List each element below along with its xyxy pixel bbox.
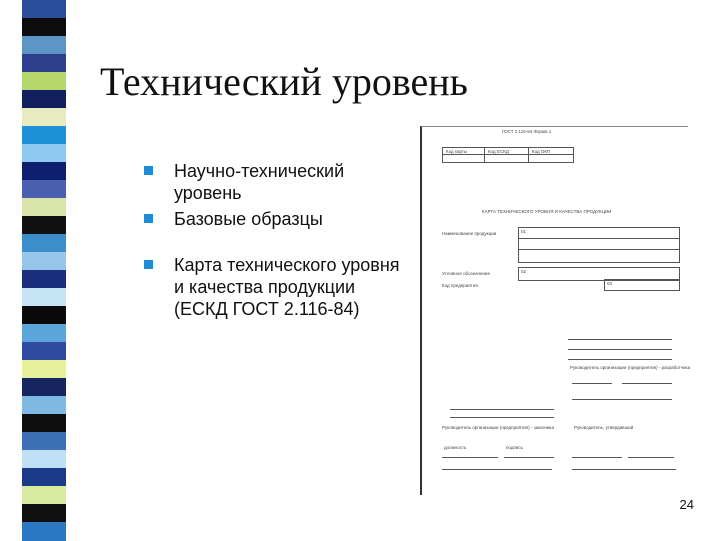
form-field-label: Наименование продукции <box>442 231 497 236</box>
form-box-number: 01 <box>521 229 527 234</box>
decorative-stripe <box>22 288 66 307</box>
decorative-stripe <box>22 108 66 127</box>
square-bullet-icon <box>144 260 153 269</box>
form-box-number: 02 <box>521 269 527 274</box>
form-card-title: КАРТА ТЕХНИЧЕСКОГО УРОВНЯ И КАЧЕСТВА ПРОДУКЦИИ <box>482 209 612 214</box>
form-header-text: ГОСТ 2.116-84 Форма 1 <box>502 129 552 134</box>
form-field-box <box>604 279 680 291</box>
bullet-item <box>140 160 405 204</box>
decorative-stripe-bar <box>22 0 66 540</box>
decorative-stripe <box>22 234 66 253</box>
form-field-label: Код предприятия <box>442 283 478 288</box>
decorative-stripe <box>22 450 66 469</box>
decorative-stripe <box>22 144 66 163</box>
decorative-stripe <box>22 198 66 217</box>
decorative-stripe <box>22 324 66 343</box>
decorative-stripe <box>22 252 66 271</box>
decorative-stripe <box>22 468 66 487</box>
form-col-label: Код карты <box>446 149 468 154</box>
decorative-stripe <box>22 378 66 397</box>
decorative-stripe <box>22 360 66 379</box>
decorative-stripe <box>22 126 66 145</box>
decorative-stripe <box>22 270 66 289</box>
decorative-stripe <box>22 522 66 541</box>
decorative-stripe <box>22 90 66 109</box>
decorative-stripe <box>22 54 66 73</box>
form-field-box <box>518 227 680 263</box>
decorative-stripe <box>22 180 66 199</box>
decorative-stripe <box>22 216 66 235</box>
decorative-stripe <box>22 36 66 55</box>
form-sign-block: Руководитель организации (предприятия) - заказчика <box>442 425 555 430</box>
form-col-label: Код ЕСКД <box>488 149 509 154</box>
slide-title: Технический уровень <box>100 59 468 104</box>
decorative-stripe <box>22 504 66 523</box>
bullet-text: Карта технического уровня и качества продукции (ЕСКД ГОСТ 2.116-84) <box>174 255 400 319</box>
bullet-text: Научно-технический уровень <box>174 161 345 203</box>
form-document-image <box>420 126 691 495</box>
decorative-stripe <box>22 18 66 37</box>
page-number: 24 <box>679 497 694 512</box>
decorative-stripe <box>22 432 66 451</box>
decorative-stripe <box>22 0 66 19</box>
bullet-text: Базовые образцы <box>174 209 323 229</box>
bullet-list <box>140 160 405 320</box>
form-sign-block: Руководитель организации (предприятия) - разработчика <box>570 365 691 370</box>
form-sign-block: Руководитель, утвердивший <box>574 425 634 430</box>
square-bullet-icon <box>144 214 153 223</box>
form-box-number: 03 <box>607 281 613 286</box>
form-col-label: Код ОКП <box>532 149 551 154</box>
decorative-stripe <box>22 486 66 505</box>
bullet-item <box>140 208 405 230</box>
decorative-stripe <box>22 342 66 361</box>
form-field-label: Условное обозначение <box>442 271 490 276</box>
bullet-item <box>140 254 405 320</box>
form-sign-caption: должность <box>444 445 467 450</box>
decorative-stripe <box>22 396 66 415</box>
decorative-stripe <box>22 414 66 433</box>
decorative-stripe <box>22 72 66 91</box>
decorative-stripe <box>22 162 66 181</box>
square-bullet-icon <box>144 166 153 175</box>
form-sign-caption: подпись <box>506 445 524 450</box>
decorative-stripe <box>22 306 66 325</box>
